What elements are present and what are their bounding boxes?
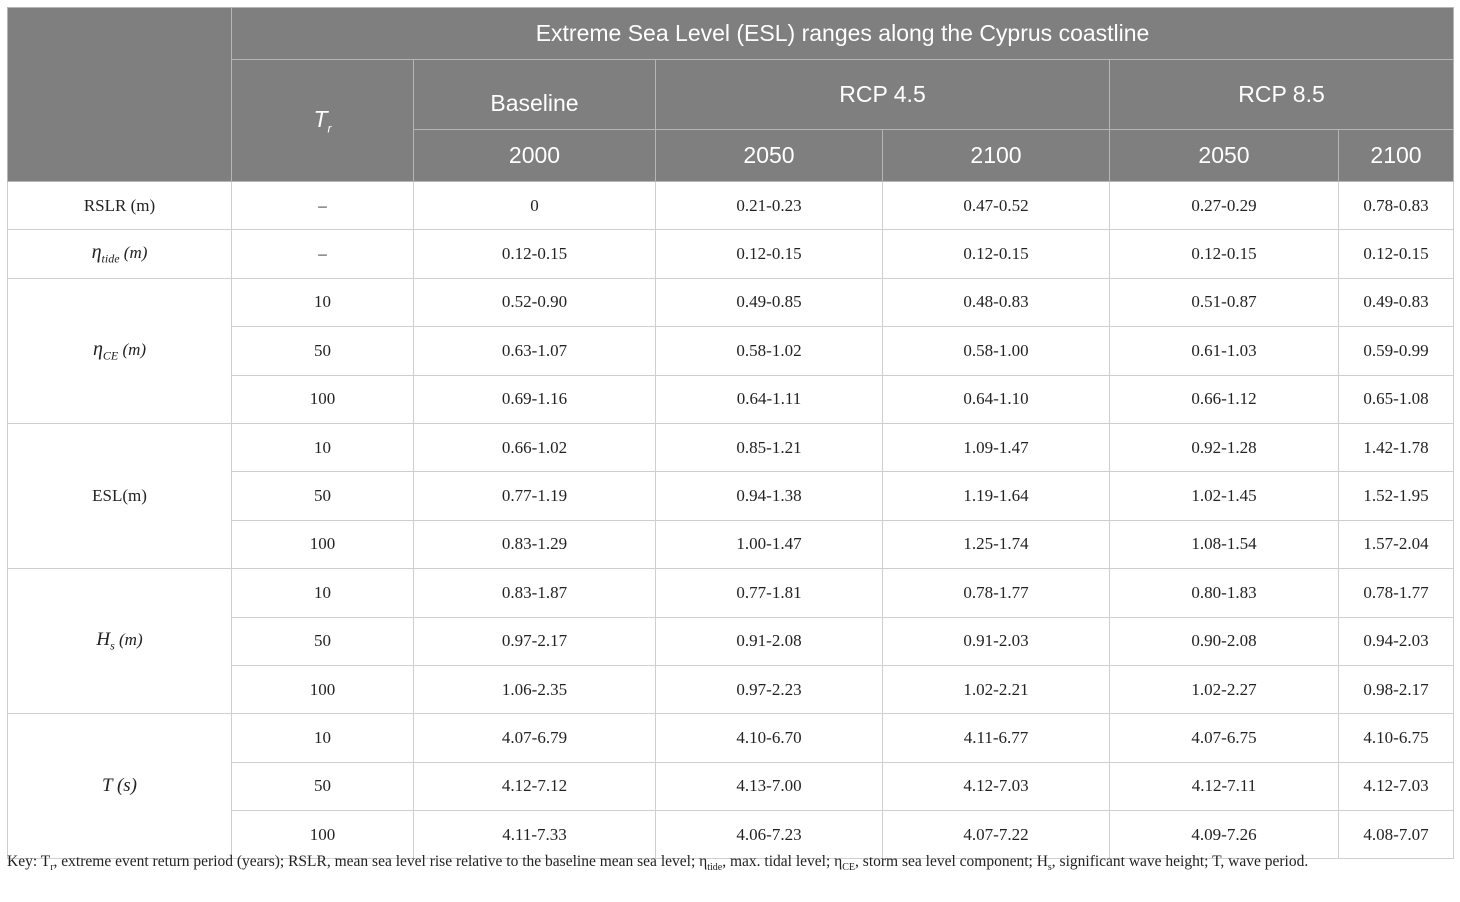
cell-value: 4.06-7.23: [656, 811, 883, 859]
key-part-1: , extreme event return period (years); RSLR, mean sea level rise relative to the baseline mean sea level; η: [53, 853, 708, 870]
cell-value: 4.07-7.22: [883, 811, 1110, 859]
table-row: [8, 423, 1454, 471]
cell-value: 0.97-2.17: [414, 617, 656, 665]
cell-value: 0.91-2.03: [883, 617, 1110, 665]
tr-symbol: T: [313, 105, 328, 132]
cell-value: 4.13-7.00: [656, 762, 883, 810]
cell-value: 0.12-0.15: [414, 230, 656, 278]
cell-tr: 10: [232, 423, 414, 471]
hs-subscript: s: [110, 638, 115, 653]
table-row: [8, 714, 1454, 762]
cell-value: 4.11-7.33: [414, 811, 656, 859]
cell-value: 0.78-1.77: [883, 569, 1110, 617]
table-container: [7, 7, 1453, 859]
cell-value: 1.06-2.35: [414, 665, 656, 713]
cell-value: 0.94-1.38: [656, 472, 883, 520]
row-label-esl: ESL(m): [8, 423, 232, 568]
cell-value: 0.48-0.83: [883, 278, 1110, 326]
cell-value: 0: [414, 182, 656, 230]
cell-value: 4.08-7.07: [1339, 811, 1454, 859]
cell-value: 0.77-1.19: [414, 472, 656, 520]
key-tr-sub: r: [50, 862, 54, 874]
cell-value: 0.66-1.02: [414, 423, 656, 471]
cell-value: 0.64-1.10: [883, 375, 1110, 423]
unit-label: (m): [119, 243, 148, 263]
cell-value: 4.11-6.77: [883, 714, 1110, 762]
cell-tr: 100: [232, 665, 414, 713]
cell-value: 1.02-2.27: [1110, 665, 1339, 713]
cell-value: 0.59-0.99: [1339, 327, 1454, 375]
cell-value: 0.66-1.12: [1110, 375, 1339, 423]
key-hs-sub: s: [1047, 862, 1052, 874]
header-return-period: [232, 60, 414, 182]
cell-value: 0.64-1.11: [656, 375, 883, 423]
key-prefix: Key: T: [7, 853, 51, 870]
header-scenario-rcp85: RCP 8.5: [1110, 60, 1454, 130]
table-title: Extreme Sea Level (ESL) ranges along the Cyprus coastline: [232, 8, 1454, 60]
cell-value: 0.80-1.83: [1110, 569, 1339, 617]
key-part-2: , max. tidal level; η: [722, 853, 843, 870]
key-ce-sub: CE: [842, 862, 856, 874]
hs-symbol: H: [96, 629, 111, 651]
cell-tr: 50: [232, 472, 414, 520]
cell-value: 0.51-0.87: [1110, 278, 1339, 326]
cell-value: 0.78-0.83: [1339, 182, 1454, 230]
cell-value: 0.12-0.15: [883, 230, 1110, 278]
cell-tr: 100: [232, 811, 414, 859]
cell-tr: 10: [232, 278, 414, 326]
table-body: [8, 182, 1454, 859]
cell-value: 1.42-1.78: [1339, 423, 1454, 471]
ce-subscript: CE: [102, 348, 119, 363]
cell-value: 4.07-6.79: [414, 714, 656, 762]
cell-value: 1.57-2.04: [1339, 520, 1454, 568]
cell-value: 0.91-2.08: [656, 617, 883, 665]
row-label-hs: [8, 569, 232, 714]
cell-value: 0.12-0.15: [1110, 230, 1339, 278]
table-row: [8, 569, 1454, 617]
esl-table: [7, 7, 1454, 859]
cell-value: 1.52-1.95: [1339, 472, 1454, 520]
cell-tr: 100: [232, 375, 414, 423]
key-part-4: , significant wave height; T, wave period.: [1051, 853, 1309, 870]
cell-value: 4.12-7.03: [883, 762, 1110, 810]
cell-value: 0.92-1.28: [1110, 423, 1339, 471]
cell-value: 0.78-1.77: [1339, 569, 1454, 617]
header-year-rcp45-2100: 2100: [883, 130, 1110, 182]
cell-value: 0.58-1.02: [656, 327, 883, 375]
cell-value: 4.12-7.11: [1110, 762, 1339, 810]
cell-value: 1.02-2.21: [883, 665, 1110, 713]
cell-tr: 50: [232, 762, 414, 810]
cell-value: 0.97-2.23: [656, 665, 883, 713]
header-year-baseline-2000: 2000: [414, 130, 656, 182]
tide-subscript: tide: [101, 251, 120, 266]
header-scenario-baseline: Baseline: [414, 60, 656, 130]
table-row: [8, 230, 1454, 278]
cell-value: 1.19-1.64: [883, 472, 1110, 520]
cell-tr: 10: [232, 714, 414, 762]
cell-tr: –: [232, 230, 414, 278]
row-label-rslr: RSLR (m): [8, 182, 232, 230]
cell-value: 0.94-2.03: [1339, 617, 1454, 665]
cell-value: 0.85-1.21: [656, 423, 883, 471]
cell-tr: 10: [232, 569, 414, 617]
unit-label: (m): [114, 630, 143, 650]
eta-symbol: η: [91, 241, 102, 264]
table-header: [8, 8, 1454, 182]
header-year-rcp85-2050: 2050: [1110, 130, 1339, 182]
cell-value: 0.21-0.23: [656, 182, 883, 230]
cell-tr: 100: [232, 520, 414, 568]
cell-value: 1.09-1.47: [883, 423, 1110, 471]
cell-value: 0.49-0.85: [656, 278, 883, 326]
eta-symbol: η: [92, 338, 103, 361]
row-label-eta-ce: [8, 278, 232, 423]
cell-value: 0.98-2.17: [1339, 665, 1454, 713]
cell-value: 0.77-1.81: [656, 569, 883, 617]
cell-tr: 50: [232, 617, 414, 665]
cell-value: 4.10-6.75: [1339, 714, 1454, 762]
cell-value: 0.12-0.15: [1339, 230, 1454, 278]
cell-value: 0.69-1.16: [414, 375, 656, 423]
key-part-3: , storm sea level component; H: [855, 853, 1048, 870]
cell-value: 4.12-7.12: [414, 762, 656, 810]
cell-value: 4.10-6.70: [656, 714, 883, 762]
cell-value: 1.25-1.74: [883, 520, 1110, 568]
cell-value: 4.12-7.03: [1339, 762, 1454, 810]
header-year-rcp85-2100: 2100: [1339, 130, 1454, 182]
cell-value: 0.58-1.00: [883, 327, 1110, 375]
cell-value: 0.83-1.29: [414, 520, 656, 568]
cell-value: 0.65-1.08: [1339, 375, 1454, 423]
tr-subscript: r: [327, 121, 332, 136]
cell-value: 0.63-1.07: [414, 327, 656, 375]
header-year-rcp45-2050: 2050: [656, 130, 883, 182]
cell-value: 1.02-1.45: [1110, 472, 1339, 520]
cell-value: 4.07-6.75: [1110, 714, 1339, 762]
cell-value: 4.09-7.26: [1110, 811, 1339, 859]
cell-value: 0.49-0.83: [1339, 278, 1454, 326]
key-tide-sub: tide: [707, 862, 723, 874]
cell-value: 0.12-0.15: [656, 230, 883, 278]
cell-value: 0.27-0.29: [1110, 182, 1339, 230]
cell-value: 1.08-1.54: [1110, 520, 1339, 568]
header-corner: [8, 8, 232, 182]
cell-value: 0.47-0.52: [883, 182, 1110, 230]
cell-value: 1.00-1.47: [656, 520, 883, 568]
header-scenario-rcp45: RCP 4.5: [656, 60, 1110, 130]
row-label-t: T (s): [8, 714, 232, 859]
table-row: [8, 278, 1454, 326]
cell-value: 0.90-2.08: [1110, 617, 1339, 665]
cell-tr: 50: [232, 327, 414, 375]
row-label-eta-tide: [8, 230, 232, 278]
cell-value: 0.52-0.90: [414, 278, 656, 326]
unit-label: (m): [118, 340, 147, 360]
cell-tr: –: [232, 182, 414, 230]
table-key-footnote: [7, 851, 1453, 879]
table-row: [8, 182, 1454, 230]
cell-value: 0.83-1.87: [414, 569, 656, 617]
cell-value: 0.61-1.03: [1110, 327, 1339, 375]
